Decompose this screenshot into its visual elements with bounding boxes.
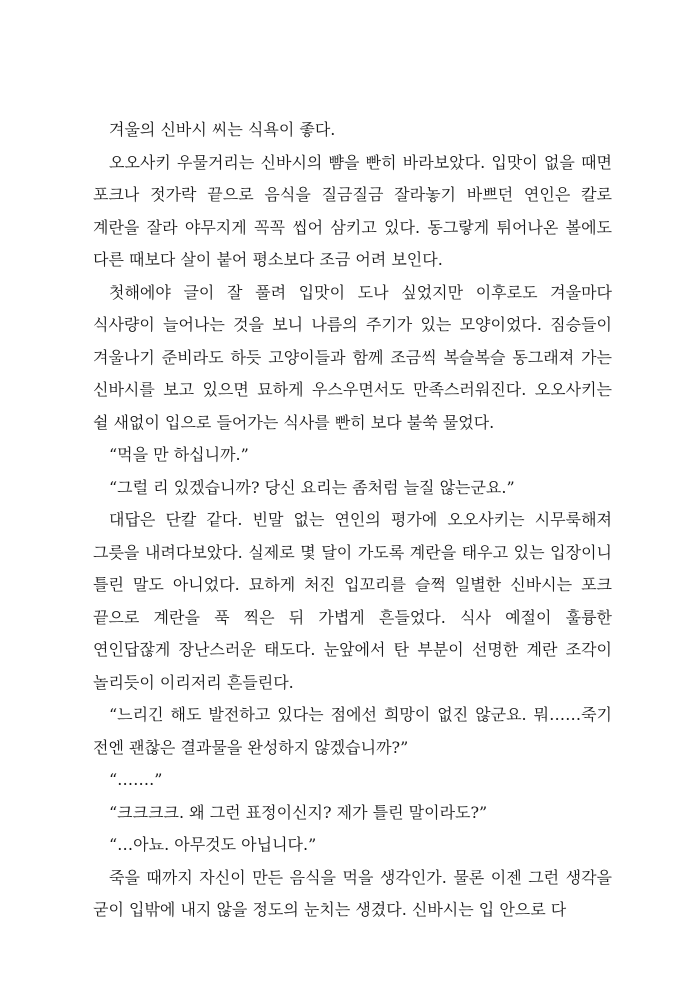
paragraph-3: 첫해에야 글이 잘 풀려 입맛이 도나 싶었지만 이후로도 겨울마다 식사량이 늘어나는 것을 보니 나름의 주기가 있는 모양이었다. 짐승들이 겨울나기 준비라도 하듯 고양이들과 함께 조금씩 복슬복슬 동그래져 가는 신바시를 보고 있으면 묘하게 우스우면서도 만족스러워진다. 오오사키는 쉴 새없이 입으로 들어가는 식사를 빤히 보다 불쑥 물었다.: [93, 282, 612, 432]
paragraph-2: 오오사키 우물거리는 신바시의 뺨을 빤히 바라보았다. 입맛이 없을 때면 포크나 젓가락 끝으로 음식을 질금질금 잘라놓기 바쁘던 연인은 칼로 계란을 잘라 야무지게 꼭꼭 씹어 삼키고 있다. 동그랗게 튀어나온 볼에도 다른 때보다 살이 붙어 평소보다 조금 어려 보인다.: [93, 152, 612, 269]
dialogue-line-6: “…아뇨. 아무것도 아닙니다.”: [109, 835, 317, 854]
paragraph-1: 겨울의 신바시 씨는 식욕이 좋다.: [109, 120, 336, 139]
body-text: [93, 114, 612, 927]
dialogue-line-4: “…….”: [109, 770, 163, 789]
paragraph-4: 대답은 단칼 같다. 빈말 없는 연인의 평가에 오오사키는 시무룩해져 그릇을 내려다보았다. 실제로 몇 달이 가도록 계란을 태우고 있는 입장이니 틀린 말도 아니었다. 묘하게 처진 입꼬리를 슬쩍 일별한 신바시는 포크 끝으로 계란을 푹 찍은 뒤 가볍게 흔들었다. 식사 예절이 훌륭한 연인답잖게 장난스러운 태도다. 눈앞에서 탄 부분이 선명한 계란 조각이 놀리듯이 이리저리 흔들린다.: [93, 510, 612, 692]
dialogue-line-3: “느리긴 해도 발전하고 있다는 점에선 희망이 없진 않군요. 뭐……죽기 전엔 괜찮은 결과물을 완성하지 않겠습니까?”: [93, 705, 612, 757]
dialogue-line-2: “그럴 리 있겠습니까? 당신 요리는 좀처럼 늘질 않는군요.”: [109, 477, 515, 497]
dialogue-line-1: “먹을 만 하십니까.”: [109, 445, 249, 464]
paragraph-5: 죽을 때까지 자신이 만든 음식을 먹을 생각인가. 물론 이젠 그런 생각을 굳이 입밖에 내지 않을 정도의 눈치는 생겼다. 신바시는 입 안으로 다: [93, 867, 612, 919]
dialogue-line-5: “크크크크. 왜 그런 표정이신지? 제가 틀린 말이라도?”: [109, 802, 488, 822]
